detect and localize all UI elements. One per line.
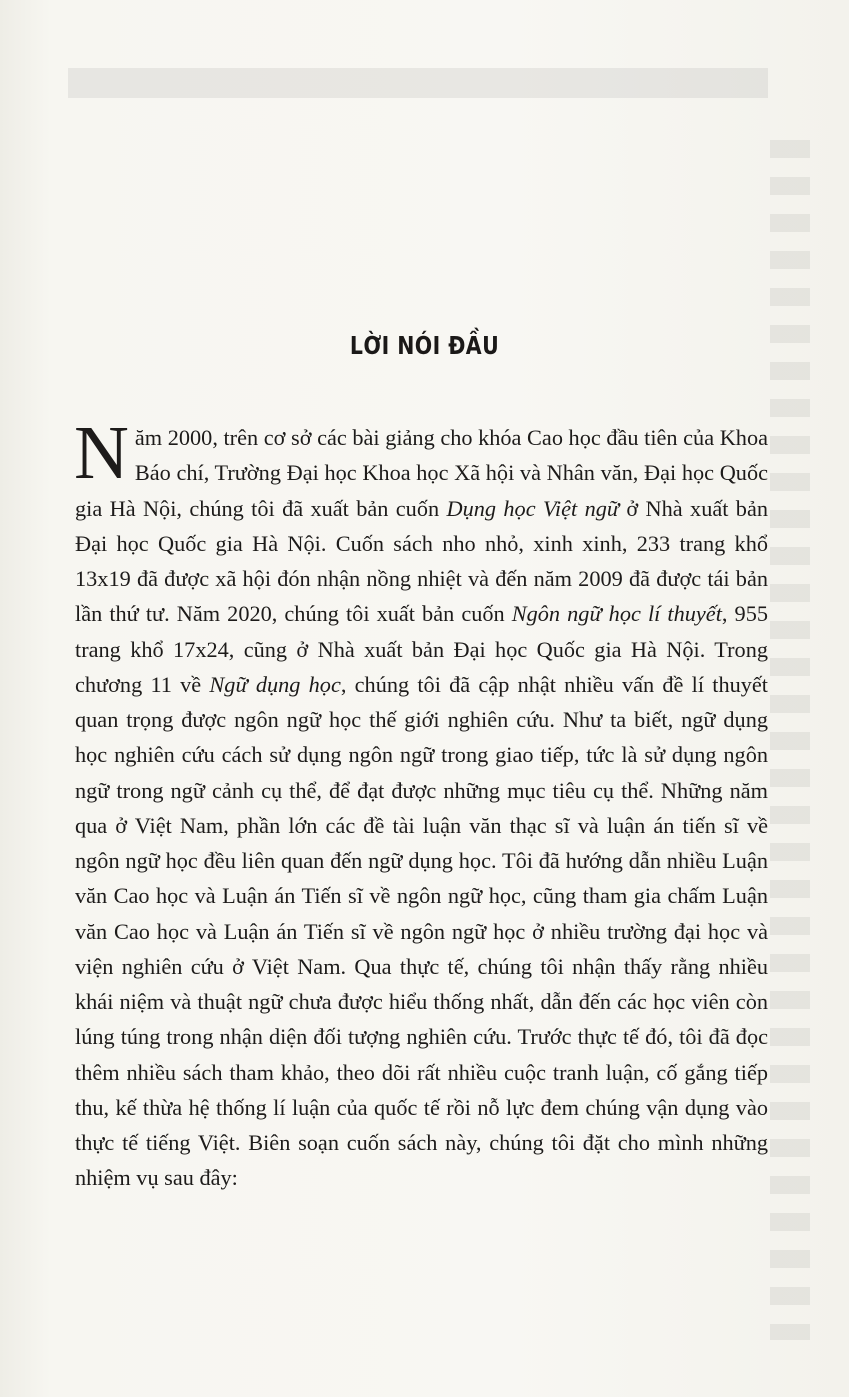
chapter-title: Ngữ dụng học [209, 671, 341, 697]
intro-text-3: , 955 trang khổ 17x24, cũng ở Nhà xuất bản Đại học Quốc gia Hà Nội. Trong chương 11 về [75, 601, 769, 697]
body-text [74, 411, 769, 1196]
bleed-through-margin [770, 140, 810, 1340]
drop-cap: N [74, 411, 129, 495]
intro-text-2: ở Nhà xuất bản Đại học Quốc gia Hà Nội. Cuốn sách nho nhỏ, xinh xinh, 233 trang khổ 13x19 đã được xã hội đón nhận nồng nhiệt và đến năm 2009 đã được tái bản lần thứ tư. Năm 2020, chúng tôi xuất bản cuốn [75, 495, 768, 627]
book-title-2: Ngôn ngữ học lí thuyết [511, 601, 722, 627]
bleed-through-header [68, 68, 768, 98]
page-title: LỜI NÓI ĐẦU [349, 330, 500, 360]
intro-text-4: , chúng tôi đã cập nhật nhiều vấn đề lí thuyết quan trọng được ngôn ngữ học thế giới nghiên cứu. Như ta biết, ngữ dụng học nghiên cứu cách sử dụng ngôn ngữ trong giao tiếp, tức là sử dụng ngôn ngữ trong ngữ cảnh cụ thể, để đạt được những mục tiêu cụ thể. Những năm qua ở Việt Nam, phần lớn các đề tài luận văn thạc sĩ và luận án tiến sĩ về ngôn ngữ học đều liên quan đến ngữ dụng học. Tôi đã hướng dẫn nhiều Luận văn Cao học và Luận án Tiến sĩ về ngôn ngữ học, cũng tham gia chấm Luận văn Cao học và Luận án Tiến sĩ về ngôn ngữ học ở nhiều trường đại học và viện nghiên cứu ở Việt Nam. Qua thực tế, chúng tôi nhận thấy rằng nhiều khái niệm và thuật ngữ chưa được hiểu thống nhất, dẫn đến các học viên còn lúng túng trong nhận diện đối tượng nghiên cứu. Trước thực tế đó, tôi đã đọc thêm nhiều sách tham khảo, theo dõi rất nhiều cuộc tranh luận, cố gắng tiếp thu, kế thừa hệ thống lí luận của quốc tế rồi nỗ lực đem chúng vận dụng vào thực tế tiếng Việt. Biên soạn cuốn sách này, chúng tôi đặt cho mình những nhiệm vụ sau đây: [75, 671, 768, 1191]
book-title-1: Dụng học Việt ngữ [446, 495, 620, 521]
intro-paragraph [74, 411, 769, 1196]
intro-text-1: ăm 2000, trên cơ sở các bài giảng cho khóa Cao học đầu tiên của Khoa Báo chí, Trường Đại học Khoa học Xã hội và Nhân văn, Đại học Quốc gia Hà Nội, chúng tôi đã xuất bản cuốn [75, 425, 768, 521]
